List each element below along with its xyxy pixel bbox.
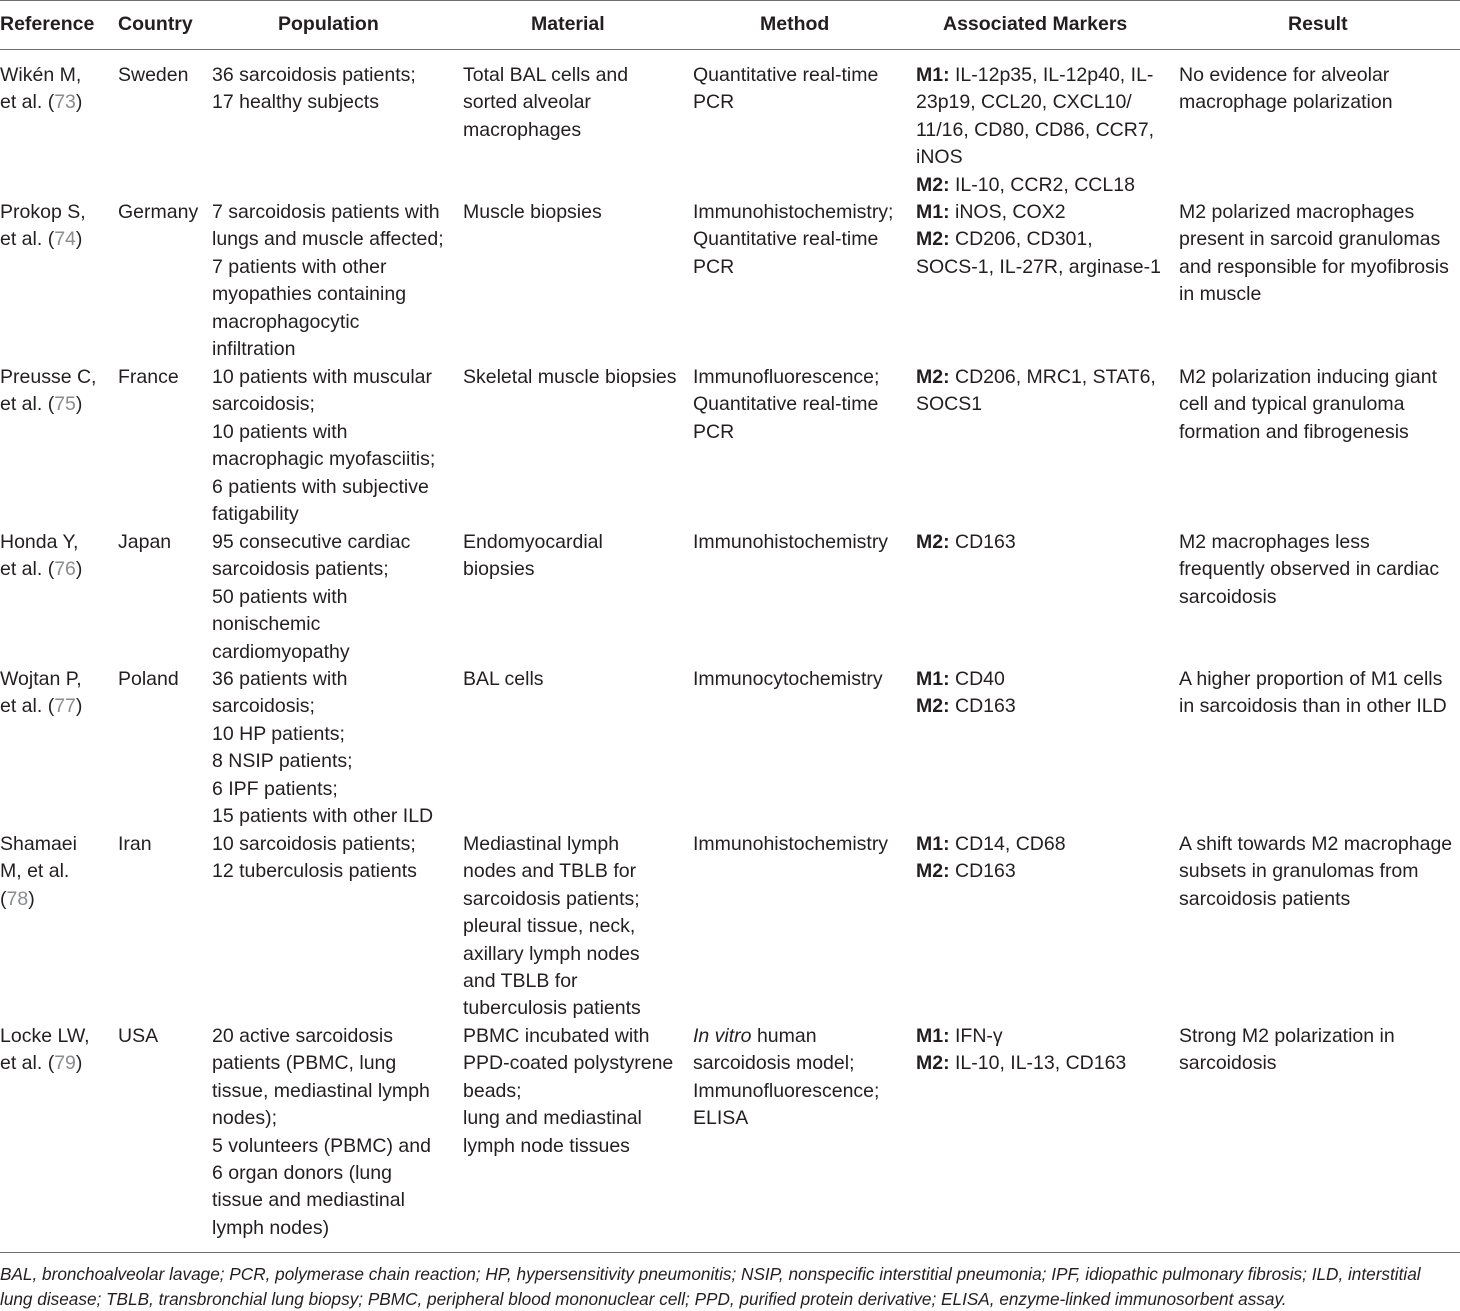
- cell-line: formation and fibrogenesis: [1179, 419, 1437, 446]
- cell-line: Japan: [118, 529, 171, 556]
- cell-line: 5 volunteers (PBMC) and: [212, 1133, 431, 1160]
- cell-line: Immunocytochemistry: [693, 666, 883, 693]
- cell-line: Germany: [118, 199, 198, 226]
- cell-line: sarcoidosis patients: [1179, 886, 1452, 913]
- cell-line: 15 patients with other ILD: [212, 803, 433, 830]
- cell-line: Sweden: [118, 62, 188, 89]
- method-cell: [693, 831, 888, 858]
- cell-line: 36 sarcoidosis patients;: [212, 62, 416, 89]
- cell-line: 8 NSIP patients;: [212, 748, 433, 775]
- reference-cell: [0, 62, 82, 117]
- footnote-line: lung disease; TBLB, transbronchial lung biopsy; PBMC, peripheral blood mononuclear cell; PPD, purified protein derivative; ELISA, enzyme-linked immunosorbent assay.: [0, 1287, 1460, 1311]
- cell-line: Locke LW,: [0, 1023, 90, 1050]
- cell-line: macrophages: [463, 117, 628, 144]
- cell-line: Quantitative real-time: [693, 391, 879, 418]
- cell-line: cardiomyopathy: [212, 639, 410, 666]
- markers-cell: [916, 199, 1161, 281]
- cell-line: M1: CD14, CD68: [916, 831, 1066, 858]
- cell-line: sarcoidosis model;: [693, 1050, 879, 1077]
- cell-line: PCR: [693, 419, 879, 446]
- cell-line: infiltration: [212, 336, 444, 363]
- cell-line: macrophagic myofasciitis;: [212, 446, 435, 473]
- header-reference: Reference: [0, 13, 94, 36]
- cell-line: Immunofluorescence;: [693, 364, 879, 391]
- cell-line: 36 patients with: [212, 666, 433, 693]
- cell-line: 6 IPF patients;: [212, 776, 433, 803]
- population-cell: [212, 364, 435, 528]
- cell-line: No evidence for alveolar: [1179, 62, 1393, 89]
- method-cell: [693, 529, 888, 556]
- cell-line: 10 patients with: [212, 419, 435, 446]
- cell-line: M2: IL-10, IL-13, CD163: [916, 1050, 1126, 1077]
- cell-line: myopathies containing: [212, 281, 444, 308]
- country-cell: [118, 831, 152, 858]
- markers-cell: [916, 666, 1016, 721]
- cell-line: M1: IL-12p35, IL-12p40, IL-: [916, 62, 1154, 89]
- cell-line: subsets in granulomas from: [1179, 858, 1452, 885]
- cell-line: patients (PBMC, lung: [212, 1050, 431, 1077]
- cell-line: Immunohistochemistry: [693, 831, 888, 858]
- cell-line: cell and typical granuloma: [1179, 391, 1437, 418]
- markers-cell: [916, 529, 1016, 556]
- cell-line: In vitro human: [693, 1023, 879, 1050]
- cell-line: M1: CD40: [916, 666, 1016, 693]
- cell-line: Wojtan P,: [0, 666, 82, 693]
- cell-line: 10 sarcoidosis patients;: [212, 831, 417, 858]
- cell-line: biopsies: [463, 556, 603, 583]
- reference-cell: [0, 364, 96, 419]
- method-cell: [693, 666, 883, 693]
- cell-line: lungs and muscle affected;: [212, 226, 444, 253]
- population-cell: [212, 1023, 431, 1242]
- cell-line: M1: iNOS, COX2: [916, 199, 1161, 226]
- cell-line: Endomyocardial: [463, 529, 603, 556]
- cell-line: et al. (73): [0, 89, 82, 116]
- cell-line: PPD-coated polystyrene: [463, 1050, 673, 1077]
- cell-line: nodes);: [212, 1105, 431, 1132]
- cell-line: Immunohistochemistry;: [693, 199, 893, 226]
- cell-line: M2: CD206, CD301,: [916, 226, 1161, 253]
- cell-line: present in sarcoid granulomas: [1179, 226, 1449, 253]
- cell-line: and responsible for myofibrosis: [1179, 254, 1449, 281]
- cell-line: 10 patients with muscular: [212, 364, 435, 391]
- cell-line: M2 polarized macrophages: [1179, 199, 1449, 226]
- result-cell: [1179, 1023, 1395, 1078]
- cell-line: macrophage polarization: [1179, 89, 1393, 116]
- cell-line: Iran: [118, 831, 152, 858]
- cell-line: (78): [0, 886, 77, 913]
- material-cell: [463, 666, 544, 693]
- reference-cell: [0, 666, 82, 721]
- markers-cell: [916, 62, 1154, 199]
- cell-line: M2: CD163: [916, 858, 1066, 885]
- cell-line: M1: IFN-γ: [916, 1023, 1126, 1050]
- header-result: Result: [1288, 13, 1348, 36]
- cell-line: 7 patients with other: [212, 254, 444, 281]
- markers-cell: [916, 831, 1066, 886]
- result-cell: [1179, 529, 1439, 611]
- cell-line: Skeletal muscle biopsies: [463, 364, 677, 391]
- cell-line: M2 polarization inducing giant: [1179, 364, 1437, 391]
- cell-line: Preusse C,: [0, 364, 96, 391]
- cell-line: 17 healthy subjects: [212, 89, 416, 116]
- cell-line: USA: [118, 1023, 158, 1050]
- reference-cell: [0, 529, 82, 584]
- cell-line: in sarcoidosis than in other ILD: [1179, 693, 1447, 720]
- cell-line: et al. (76): [0, 556, 82, 583]
- cell-line: PCR: [693, 89, 878, 116]
- cell-line: BAL cells: [463, 666, 544, 693]
- cell-line: 95 consecutive cardiac: [212, 529, 410, 556]
- table-top-rule: [0, 0, 1460, 1]
- cell-line: et al. (74): [0, 226, 86, 253]
- cell-line: sarcoidosis: [1179, 1050, 1395, 1077]
- cell-line: in muscle: [1179, 281, 1449, 308]
- cell-line: 6 organ donors (lung: [212, 1160, 431, 1187]
- table-footnote: [0, 1262, 1460, 1311]
- cell-line: beads;: [463, 1078, 673, 1105]
- population-cell: [212, 199, 444, 363]
- cell-line: tuberculosis patients: [463, 995, 641, 1022]
- material-cell: [463, 199, 602, 226]
- cell-line: M2: IL-10, CCR2, CCL18: [916, 172, 1154, 199]
- cell-line: 10 HP patients;: [212, 721, 433, 748]
- cell-line: lymph nodes): [212, 1215, 431, 1242]
- result-cell: [1179, 831, 1452, 913]
- header-population: Population: [278, 13, 379, 36]
- country-cell: [118, 364, 179, 391]
- material-cell: [463, 831, 641, 1023]
- markers-cell: [916, 364, 1156, 419]
- cell-line: Wikén M,: [0, 62, 82, 89]
- reference-cell: [0, 1023, 90, 1078]
- reference-cell: [0, 831, 77, 913]
- header-rule: [0, 49, 1460, 50]
- method-cell: [693, 199, 893, 281]
- cell-line: M2: CD163: [916, 529, 1016, 556]
- material-cell: [463, 364, 677, 391]
- cell-line: tissue and mediastinal: [212, 1187, 431, 1214]
- cell-line: 6 patients with subjective: [212, 474, 435, 501]
- cell-line: Immunohistochemistry: [693, 529, 888, 556]
- country-cell: [118, 529, 171, 556]
- cell-line: M2 macrophages less: [1179, 529, 1439, 556]
- cell-line: PBMC incubated with: [463, 1023, 673, 1050]
- material-cell: [463, 529, 603, 584]
- population-cell: [212, 831, 417, 886]
- cell-line: tissue, mediastinal lymph: [212, 1078, 431, 1105]
- cell-line: sarcoidosis: [1179, 584, 1439, 611]
- cell-line: Muscle biopsies: [463, 199, 602, 226]
- cell-line: Poland: [118, 666, 179, 693]
- cell-line: Immunofluorescence;: [693, 1078, 879, 1105]
- cell-line: 20 active sarcoidosis: [212, 1023, 431, 1050]
- cell-line: Prokop S,: [0, 199, 86, 226]
- cell-line: nonischemic: [212, 611, 410, 638]
- cell-line: and TBLB for: [463, 968, 641, 995]
- country-cell: [118, 62, 188, 89]
- cell-line: sarcoidosis patients;: [212, 556, 410, 583]
- cell-line: 12 tuberculosis patients: [212, 858, 417, 885]
- result-cell: [1179, 666, 1447, 721]
- method-cell: [693, 62, 878, 117]
- result-cell: [1179, 62, 1393, 117]
- cell-line: A shift towards M2 macrophage: [1179, 831, 1452, 858]
- table-bottom-rule: [0, 1252, 1460, 1253]
- method-cell: [693, 1023, 879, 1133]
- cell-line: ELISA: [693, 1105, 879, 1132]
- cell-line: fatigability: [212, 501, 435, 528]
- footnote-line: BAL, bronchoalveolar lavage; PCR, polymerase chain reaction; HP, hypersensitivity pneumonitis; NSIP, nonspecific interstitial pneumonia; IPF, idiopathic pulmonary fibrosis; ILD, interstitial: [0, 1262, 1460, 1287]
- method-cell: [693, 364, 879, 446]
- cell-line: M2: CD206, MRC1, STAT6,: [916, 364, 1156, 391]
- cell-line: PCR: [693, 254, 893, 281]
- header-method: Method: [760, 13, 829, 36]
- cell-line: frequently observed in cardiac: [1179, 556, 1439, 583]
- header-associated-markers: Associated Markers: [943, 13, 1127, 36]
- cell-line: macrophagocytic: [212, 309, 444, 336]
- cell-line: sorted alveolar: [463, 89, 628, 116]
- result-cell: [1179, 364, 1437, 446]
- material-cell: [463, 62, 628, 144]
- cell-line: Shamaei: [0, 831, 77, 858]
- result-cell: [1179, 199, 1449, 309]
- cell-line: 23p19, CCL20, CXCL10/: [916, 89, 1154, 116]
- cell-line: SOCS1: [916, 391, 1156, 418]
- cell-line: pleural tissue, neck,: [463, 913, 641, 940]
- cell-line: Quantitative real-time: [693, 62, 878, 89]
- cell-line: 11/16, CD80, CD86, CCR7,: [916, 117, 1154, 144]
- material-cell: [463, 1023, 673, 1160]
- country-cell: [118, 666, 179, 693]
- cell-line: France: [118, 364, 179, 391]
- cell-line: Quantitative real-time: [693, 226, 893, 253]
- cell-line: M, et al.: [0, 858, 77, 885]
- cell-line: Strong M2 polarization in: [1179, 1023, 1395, 1050]
- cell-line: sarcoidosis;: [212, 391, 435, 418]
- cell-line: et al. (79): [0, 1050, 90, 1077]
- cell-line: sarcoidosis;: [212, 693, 433, 720]
- country-cell: [118, 1023, 158, 1050]
- population-cell: [212, 666, 433, 830]
- cell-line: SOCS-1, IL-27R, arginase-1: [916, 254, 1161, 281]
- cell-line: iNOS: [916, 144, 1154, 171]
- population-cell: [212, 529, 410, 666]
- cell-line: 50 patients with: [212, 584, 410, 611]
- population-cell: [212, 62, 416, 117]
- cell-line: nodes and TBLB for: [463, 858, 641, 885]
- cell-line: Mediastinal lymph: [463, 831, 641, 858]
- reference-cell: [0, 199, 86, 254]
- header-country: Country: [118, 13, 193, 36]
- cell-line: M2: CD163: [916, 693, 1016, 720]
- cell-line: lymph node tissues: [463, 1133, 673, 1160]
- cell-line: et al. (77): [0, 693, 82, 720]
- markers-cell: [916, 1023, 1126, 1078]
- cell-line: et al. (75): [0, 391, 96, 418]
- header-material: Material: [531, 13, 605, 36]
- cell-line: 7 sarcoidosis patients with: [212, 199, 444, 226]
- cell-line: Total BAL cells and: [463, 62, 628, 89]
- cell-line: sarcoidosis patients;: [463, 886, 641, 913]
- cell-line: A higher proportion of M1 cells: [1179, 666, 1447, 693]
- cell-line: lung and mediastinal: [463, 1105, 673, 1132]
- cell-line: axillary lymph nodes: [463, 941, 641, 968]
- cell-line: Honda Y,: [0, 529, 82, 556]
- country-cell: [118, 199, 198, 226]
